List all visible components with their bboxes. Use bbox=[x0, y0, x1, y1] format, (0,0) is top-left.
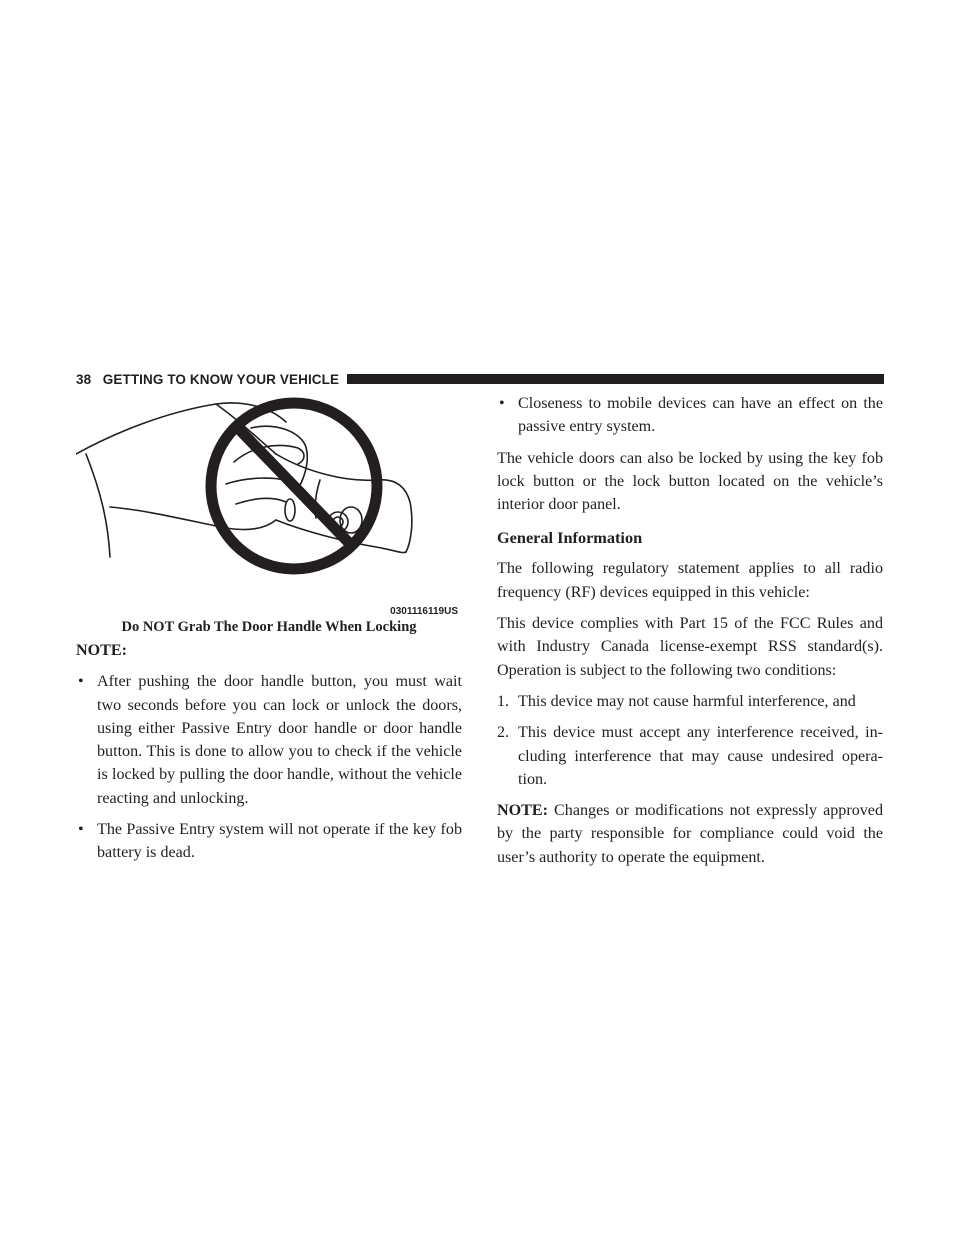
section-title: GETTING TO KNOW YOUR VEHICLE bbox=[102, 371, 340, 387]
list-item bbox=[76, 670, 462, 810]
paragraph: The following regulatory statement applies to all radio frequency (RF) devices equipped in this vehicle: bbox=[497, 560, 883, 601]
list-item bbox=[497, 392, 883, 439]
item-text: This device must accept any interference received, in-cluding interference that may cause undesired opera-tion. bbox=[518, 724, 883, 788]
bullet-dot: • bbox=[499, 395, 505, 412]
item-text: This device may not cause harmful interference, and bbox=[518, 692, 856, 710]
bullet-text: After pushing the door handle button, you must wait two seconds before you can lock or unlock the doors, using either Passive Entry door handle or door handle button. This is done to allow you to check if the vehicle is locked by pulling the door handle, without the vehicle reacting and unlocking. bbox=[97, 673, 462, 807]
prohibition-hand-on-door-handle-icon bbox=[76, 392, 462, 617]
note-label: NOTE: bbox=[76, 642, 127, 659]
page-header bbox=[76, 368, 884, 390]
page-number: 38 bbox=[76, 371, 92, 387]
paragraph: The vehicle doors can also be locked by using the key fob lock button or the lock button located on the vehicle’s interior door panel. bbox=[497, 449, 883, 514]
note-label: NOTE: bbox=[497, 802, 548, 820]
numbered-item bbox=[497, 721, 883, 791]
note-text: Changes or modifications not expressly approved by the party responsible for compliance could void the user’s authority to operate the equipment. bbox=[497, 802, 883, 866]
bullet-dot: • bbox=[78, 821, 84, 839]
bullet-text: Closeness to mobile devices can have an effect on the passive entry system. bbox=[518, 395, 883, 436]
numbered-item bbox=[497, 690, 883, 713]
header-rule bbox=[347, 374, 884, 384]
figure-code: 0301116119US bbox=[390, 606, 458, 617]
left-column bbox=[76, 392, 462, 865]
header-text bbox=[76, 372, 347, 387]
note-paragraph bbox=[497, 799, 883, 869]
bullet-text: The Passive Entry system will not operate if the key fob battery is dead. bbox=[97, 821, 462, 862]
section-heading: General Information bbox=[497, 528, 643, 548]
right-column bbox=[497, 392, 883, 869]
paragraph: This device complies with Part 15 of the FCC Rules and with Industry Canada license-exempt RSS standard(s). Operation is subject to the following two conditions: bbox=[497, 615, 883, 679]
figure-caption: Do NOT Grab The Door Handle When Locking bbox=[121, 619, 417, 635]
item-number: 2. bbox=[497, 724, 510, 742]
bullet-dot: • bbox=[78, 673, 84, 691]
figure bbox=[76, 392, 462, 617]
item-number: 1. bbox=[497, 692, 510, 710]
list-item bbox=[76, 818, 462, 865]
